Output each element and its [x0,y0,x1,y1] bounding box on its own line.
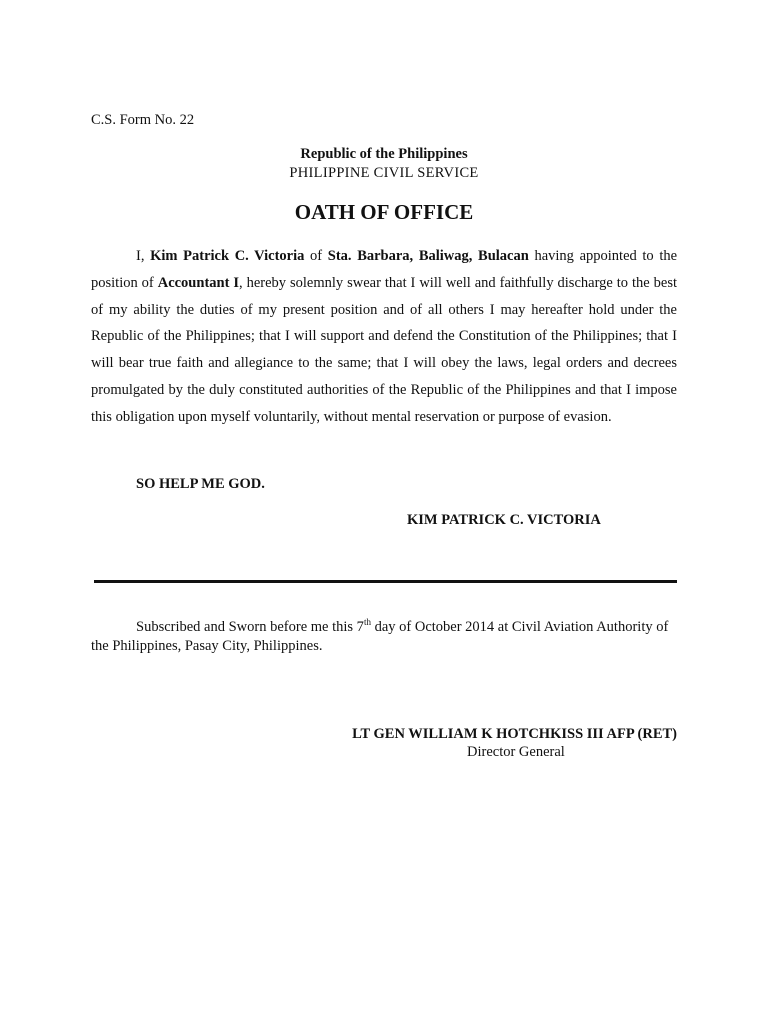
oath-name: Kim Patrick C. Victoria [150,248,305,264]
agency-heading: PHILIPPINE CIVIL SERVICE [289,165,479,181]
jurat-paragraph [91,618,677,655]
oath-closing: SO HELP ME GOD. [136,476,265,492]
oath-body-text: , hereby solemnly swear that I will well and faithfully discharge to the best of my ability the duties of my present position and of all others I may hereafter hold under the Republic of the Philippines; that I will support and defend the Constitution of the Philippines; that I will bear true faith and allegiance to the same; that I will obey the laws, legal orders and decrees promulgated by the duly constituted authorities of the Republic of the Philippines and that I impose this obligation upon myself voluntarily, without mental reservation or purpose of evasion. [91,274,678,425]
oath-position: Accountant I [157,274,240,291]
jurat-suffix: day of October 2014 at Civil Aviation Authority of the Philippines, Pasay City, Philippines. [91,619,669,654]
oath-opening: I, [136,248,145,264]
oath-address: Sta. Barbara, Baliwag, Bulacan [327,248,529,264]
administering-officer-title: Director General [467,744,565,760]
republic-heading: Republic of the Philippines [300,146,468,162]
document-title: OATH OF OFFICE [294,200,474,224]
jurat-prefix: Subscribed and Sworn before me this 7 [136,619,364,635]
oath-appointed-text: having appointed to the position of [91,248,678,291]
oath-of: of [310,248,323,264]
affiant-name: KIM PATRICK C. VICTORIA [407,512,601,528]
form-number: C.S. Form No. 22 [91,112,195,128]
jurat-ordinal-suffix: th [363,617,371,628]
administering-officer-name: LT GEN WILLIAM K HOTCHKISS III AFP (RET) [352,726,677,742]
oath-paragraph [91,243,677,431]
signature-divider [94,580,677,583]
